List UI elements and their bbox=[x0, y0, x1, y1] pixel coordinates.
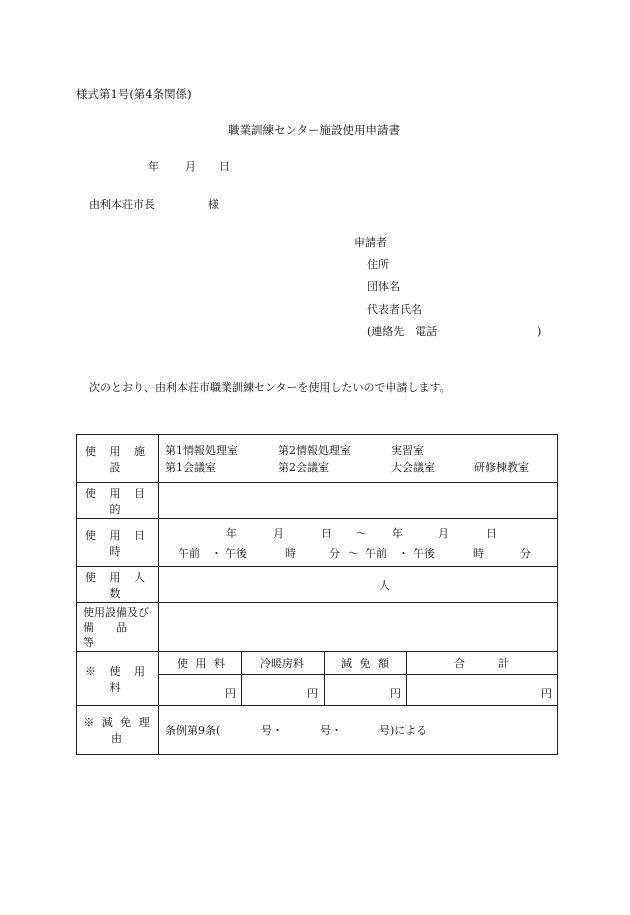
fee-reduction-yen: 円 bbox=[390, 687, 401, 700]
datetime-tilde: ～ bbox=[356, 527, 367, 540]
datetime-day-end: 日 bbox=[486, 527, 497, 540]
datetime-row bbox=[77, 519, 558, 567]
equipment-label bbox=[77, 603, 159, 652]
date-year-label: 年 bbox=[148, 160, 159, 173]
datetime-year: 年 bbox=[226, 527, 237, 540]
fee-header-usage: 使 用 料 bbox=[177, 657, 227, 670]
datetime-pm-end[interactable]: 午後 bbox=[413, 547, 435, 560]
applicant-address-label: 住所 bbox=[367, 258, 389, 271]
purpose-row bbox=[77, 483, 558, 519]
equipment-label-line2: 備 品 等 bbox=[83, 620, 149, 649]
people-unit: 人 bbox=[379, 579, 390, 592]
applicant-heading: 申請者 bbox=[354, 236, 387, 249]
facility-options[interactable] bbox=[159, 435, 558, 483]
datetime-am-end[interactable]: 午前 bbox=[365, 547, 387, 560]
applicant-contact-close: ) bbox=[537, 325, 542, 338]
intro-text: 次のとおり、由利本荘市職業訓練センターを使用したいので申請します。 bbox=[89, 381, 451, 394]
applicant-org-label: 団体名 bbox=[367, 280, 400, 293]
applicant-contact-label: (連絡先 電話 bbox=[367, 325, 438, 338]
facility-option[interactable]: 第2情報処理室 bbox=[278, 444, 351, 457]
datetime-dot-end: ・ bbox=[398, 547, 409, 560]
datetime-field[interactable] bbox=[159, 519, 558, 567]
applicant-rep-label: 代表者氏名 bbox=[367, 303, 422, 316]
fee-header-reduction: 減 免 額 bbox=[341, 657, 391, 670]
addressee-name: 由利本荘市長 bbox=[89, 198, 155, 211]
datetime-am[interactable]: 午前 bbox=[178, 547, 200, 560]
datetime-hour-end: 時 bbox=[473, 547, 484, 560]
fee-usage-yen: 円 bbox=[225, 687, 236, 700]
people-row bbox=[77, 567, 558, 603]
reduction-go-2: 号・ bbox=[320, 724, 342, 737]
people-field[interactable] bbox=[159, 567, 558, 603]
datetime-pm[interactable]: 午後 bbox=[225, 547, 247, 560]
addressee-honorific: 様 bbox=[208, 198, 219, 211]
facility-option[interactable]: 実習室 bbox=[391, 444, 424, 457]
facility-option[interactable]: 大会議室 bbox=[391, 461, 435, 474]
form-title: 職業訓練センター施設使用申請書 bbox=[228, 123, 401, 137]
fee-aircon-yen: 円 bbox=[307, 687, 318, 700]
facility-option[interactable]: 研修棟教室 bbox=[474, 461, 529, 474]
fee-grid bbox=[159, 652, 558, 706]
datetime-month-end: 月 bbox=[438, 527, 449, 540]
datetime-tilde-2: ～ bbox=[348, 547, 359, 560]
datetime-year-end: 年 bbox=[392, 527, 403, 540]
facility-option[interactable]: 第2会議室 bbox=[278, 461, 329, 474]
fee-total-yen: 円 bbox=[541, 687, 552, 700]
datetime-day: 日 bbox=[321, 527, 332, 540]
fee-row bbox=[77, 652, 558, 706]
datetime-hour: 時 bbox=[285, 547, 296, 560]
equipment-label-line1: 使用設備及び bbox=[83, 605, 149, 619]
reduction-row bbox=[77, 706, 558, 755]
facility-label: 使 用 施 設 bbox=[77, 435, 159, 483]
fee-header-aircon: 冷暖房料 bbox=[260, 657, 304, 670]
reduction-label: ※ 減 免 理 由 bbox=[77, 706, 159, 755]
datetime-minute-end: 分 bbox=[520, 547, 531, 560]
people-label: 使 用 人 数 bbox=[77, 567, 159, 603]
datetime-dot: ・ bbox=[211, 547, 222, 560]
fee-header-total: 合 計 bbox=[454, 657, 509, 670]
facility-option[interactable]: 第1会議室 bbox=[165, 461, 216, 474]
equipment-field[interactable] bbox=[159, 603, 558, 652]
datetime-month: 月 bbox=[273, 527, 284, 540]
datetime-minute: 分 bbox=[329, 547, 340, 560]
facility-option[interactable]: 第1情報処理室 bbox=[165, 444, 238, 457]
datetime-label: 使 用 日 時 bbox=[77, 519, 159, 567]
fee-label: ※ 使 用 料 bbox=[77, 652, 159, 706]
reduction-text-start: 条例第9条( bbox=[165, 724, 221, 737]
reduction-text-end: 号)による bbox=[379, 724, 428, 737]
reduction-go-1: 号・ bbox=[261, 724, 283, 737]
purpose-label: 使 用 目 的 bbox=[77, 483, 159, 519]
facility-row bbox=[77, 435, 558, 483]
equipment-row bbox=[77, 603, 558, 652]
application-table bbox=[76, 434, 558, 755]
purpose-field[interactable] bbox=[159, 483, 558, 519]
date-day-label: 日 bbox=[219, 160, 230, 173]
form-number: 様式第1号(第4条関係) bbox=[76, 87, 192, 101]
date-month-label: 月 bbox=[185, 160, 196, 173]
reduction-field[interactable] bbox=[159, 706, 558, 755]
